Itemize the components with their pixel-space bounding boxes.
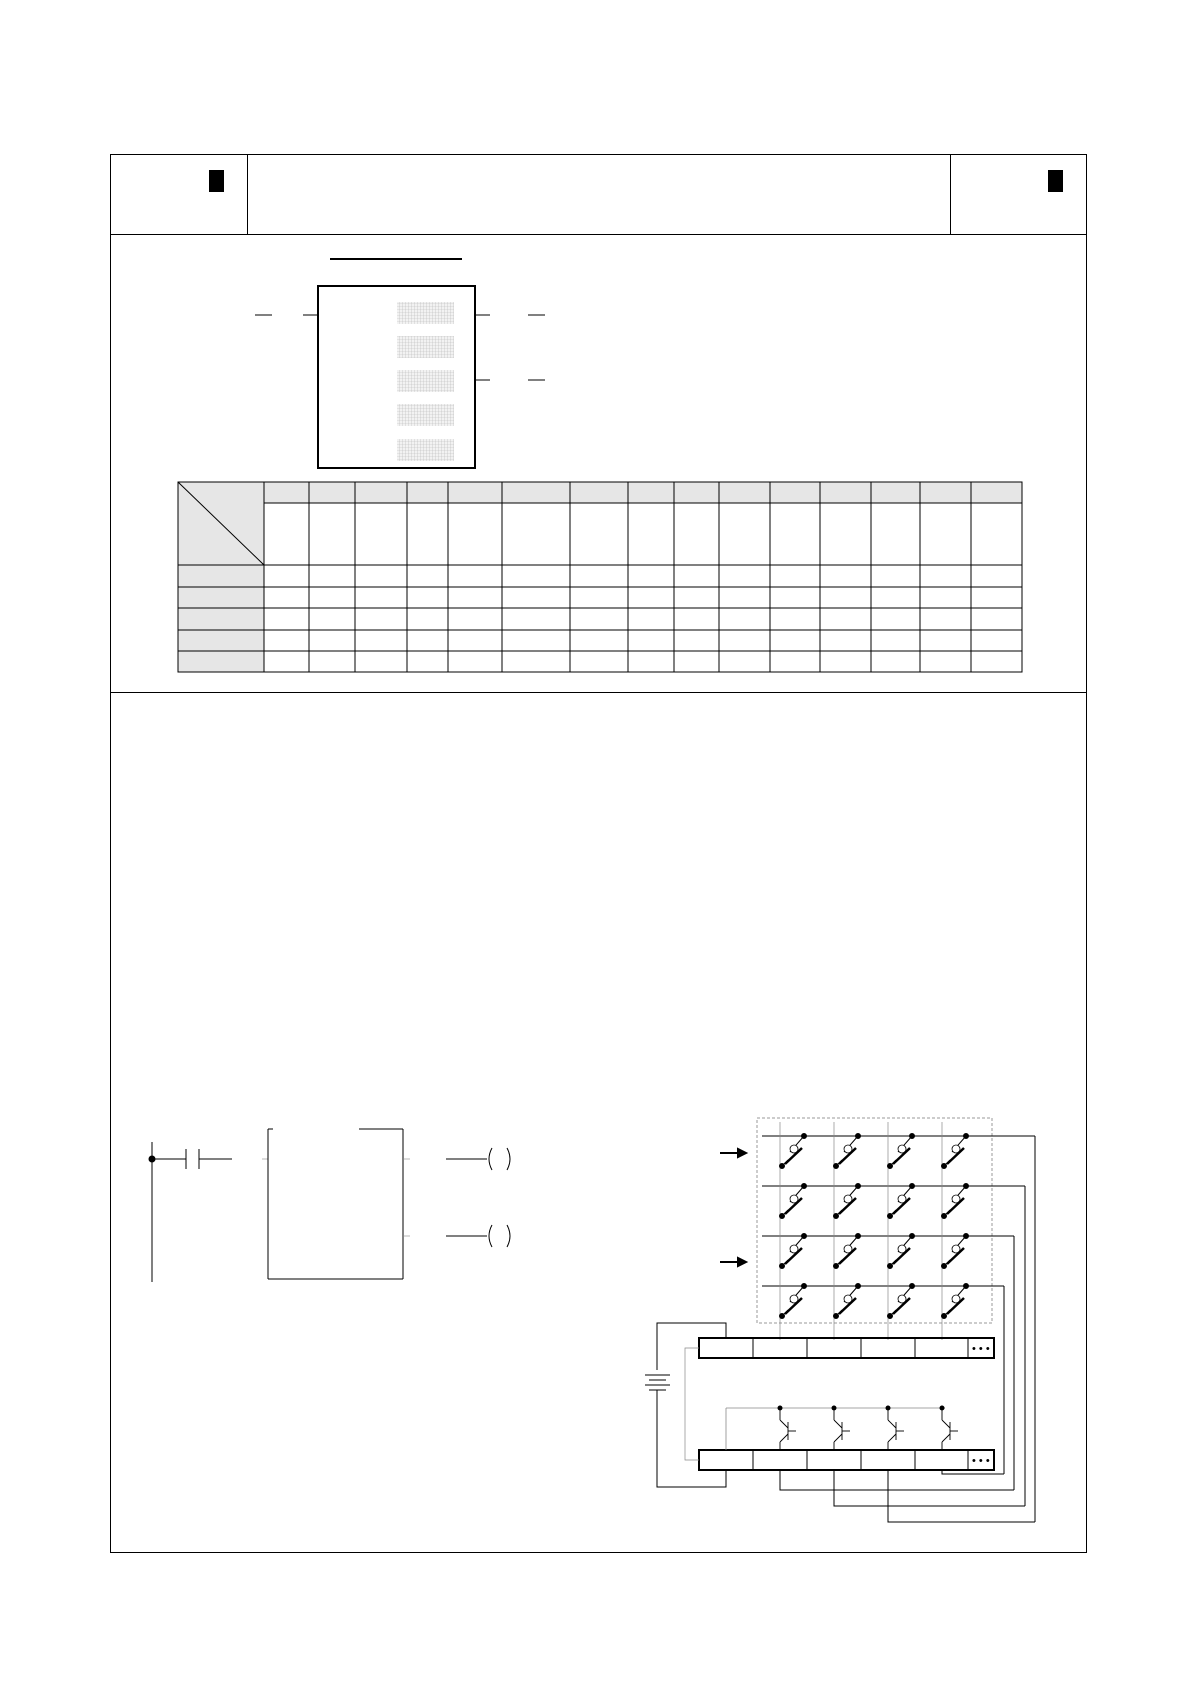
scan-wires <box>780 1470 1035 1522</box>
matrix-switch-icon <box>780 1284 807 1319</box>
matrix-switch-icon <box>888 1284 915 1319</box>
battery-icon <box>645 1375 670 1390</box>
matrix-switch-icon <box>834 1284 861 1319</box>
transistor-icon <box>832 1406 851 1451</box>
matrix-switch-icon <box>834 1134 861 1169</box>
transistor-icon <box>940 1406 959 1451</box>
operand-field <box>397 302 454 324</box>
normally-open-contact-icon <box>186 1149 199 1169</box>
terminal-ellipsis: • • • <box>972 1455 990 1467</box>
transistor-array <box>778 1406 959 1451</box>
operand-field <box>397 370 454 392</box>
matrix-switch-icon <box>942 1284 969 1319</box>
terminal-ellipsis: • • • <box>972 1343 990 1355</box>
matrix-switch-icon <box>888 1234 915 1269</box>
matrix-switch-icon <box>888 1184 915 1219</box>
output-terminal-block <box>699 1450 994 1470</box>
matrix-switch-icon <box>942 1184 969 1219</box>
matrix-switch-icon <box>834 1234 861 1269</box>
ladder-diagram <box>149 1129 510 1282</box>
matrix-switch-icon <box>942 1234 969 1269</box>
matrix-switch-icon <box>834 1184 861 1219</box>
transistor-outputs <box>726 1408 945 1450</box>
matrix-switch-icon <box>780 1184 807 1219</box>
matrix-switch-icon <box>780 1234 807 1269</box>
operand-field <box>397 439 454 461</box>
matrix-switches <box>780 1134 969 1319</box>
matrix-switch-icon <box>780 1134 807 1169</box>
matrix-switch-icon <box>942 1134 969 1169</box>
input-terminal-block <box>699 1338 994 1358</box>
function-block <box>255 259 545 468</box>
operand-table <box>178 482 1022 672</box>
power-wiring <box>645 1323 726 1487</box>
operand-field <box>397 336 454 358</box>
transistor-icon <box>778 1406 797 1451</box>
transistor-icon <box>886 1406 905 1451</box>
operand-shaded-fields <box>397 302 454 461</box>
operand-field <box>397 404 454 426</box>
matrix-switch-icon <box>888 1134 915 1169</box>
